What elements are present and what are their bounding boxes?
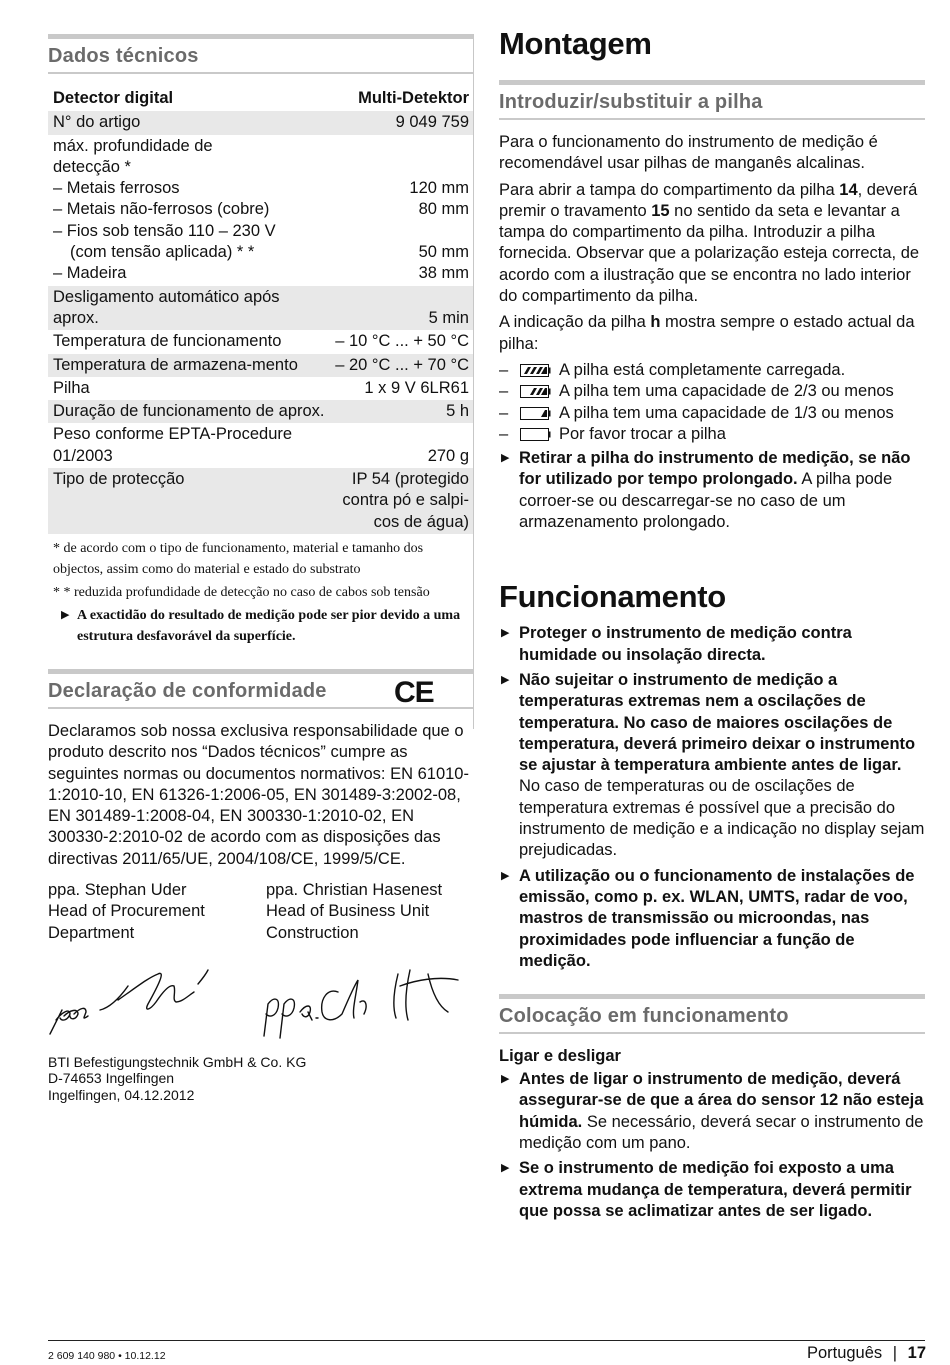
footnote-2: * * reduzida profundidade de detecção no caso de cabos sob tensão: [53, 584, 430, 600]
signer-1: [48, 880, 266, 944]
montagem-warning: [499, 448, 925, 533]
footer-separator: |: [892, 1344, 898, 1362]
warning-text: Se necessário, deverá secar o instrumento de medição com um pano.: [519, 1112, 924, 1152]
arrow-right-icon: ▶: [501, 1162, 510, 1175]
spec-label: Temperatura de armazena-mento: [48, 354, 330, 377]
arrow-right-icon: ▶: [61, 608, 70, 621]
battery-two-thirds-icon: [520, 385, 551, 398]
spec-subvalue: 38 mm: [418, 264, 469, 283]
dados-tecnicos-title: Dados técnicos: [48, 45, 199, 67]
list-dash: –: [499, 382, 509, 401]
spec-value: 270 g: [427, 446, 469, 465]
declaracao-title: Declaração de conformidade: [48, 679, 327, 702]
spec-value-line: cos de água): [373, 512, 469, 531]
arrow-right-icon: ▶: [501, 673, 510, 686]
spec-value: 9 049 759: [330, 111, 473, 134]
spec-row-artigo: [48, 111, 473, 134]
footnote-warning-text: A exactidão do resultado de medição pode ser pior devido a uma estrutura desfavorável da superfície.: [77, 607, 461, 644]
signatures-image: [48, 956, 473, 1048]
arrow-right-icon: ▶: [501, 869, 510, 882]
spec-header-row: [48, 86, 473, 111]
montagem-p2: [499, 180, 925, 308]
spec-label: N° do artigo: [48, 111, 330, 134]
spec-footnotes: [48, 538, 473, 647]
dados-tecnicos-header: [48, 34, 473, 74]
spec-label: Peso conforme EPTA-Procedure 01/2003: [53, 425, 293, 465]
column-divider: [473, 34, 474, 729]
warning-text: A pilha pode corroer-se ou descarregar-se no caso de um armazenamento prolongado.: [519, 470, 893, 532]
right-column: [499, 24, 925, 1226]
spec-value-line: contra pó e salpi-: [342, 491, 469, 510]
company-name: BTI Befestigungstechnik GmbH & Co. KG: [48, 1053, 307, 1070]
spec-sublabel: – Metais ferrosos: [53, 179, 180, 198]
signer-1-title: Head of Procurement: [48, 902, 205, 921]
spec-label: Desligamento automático após aprox.: [48, 286, 330, 331]
spec-row-protec: [48, 468, 473, 534]
left-column: [48, 34, 473, 1103]
warning-bold-text: Se o instrumento de medição foi exposto a uma extrema mudança de temperatura, deverá permitir que possa se aclimatizar antes de ser ligado.: [519, 1159, 912, 1220]
spec-value-line: IP 54 (protegido: [351, 470, 469, 489]
montagem-p1: Para o funcionamento do instrumento de medição é recomendável usar pilhas de manganês alcalinas.: [499, 133, 878, 173]
ref-number: 15: [651, 201, 670, 220]
arrow-right-icon: ▶: [501, 452, 510, 465]
signature-1: [50, 970, 208, 1034]
warning-bold-text: Antes de ligar o instrumento de medição, deverá assegurar-se de que a área do sensor 12 não esteja húmida.: [519, 1070, 924, 1131]
declaracao-text: Declaramos sob nossa exclusiva responsabilidade que o produto descrito nos “Dados técnicos” cumpre as seguintes normas ou documentos normativos: EN 61010-1:2010-10, EN 61326-1:2006-05, EN 301489-3:2002-08, EN 301489-1:2008-04, EN 300330-1:2010-02, EN 300330-2:2010-02 de acordo com as disposições das directivas 2011/65/UE, 2004/108/CE, 1999/5/CE.: [48, 721, 469, 868]
battery-one-third-icon: [520, 407, 551, 420]
list-dash: –: [499, 403, 509, 422]
spec-label: Duração de funcionamento de aprox.: [48, 400, 330, 423]
spec-sublabel: – Fios sob tensão 110 – 230 V (com tensão aplicada) * *: [53, 221, 276, 262]
signer-2-title: Construction: [266, 923, 359, 942]
signer-2-name: ppa. Christian Hasenest: [266, 881, 443, 900]
spec-subvalue: 120 mm: [409, 179, 469, 198]
page-number: 17: [907, 1344, 926, 1362]
funcionamento-warning-3: [499, 866, 925, 972]
battery-status-item: [499, 381, 925, 402]
spec-header-left: Detector digital: [53, 89, 174, 107]
company-date: Ingelfingen, 04.12.2012: [48, 1086, 195, 1103]
spec-value: – 10 °C ... + 50 °C: [335, 332, 469, 351]
battery-status-item: [499, 424, 925, 445]
arrow-right-icon: ▶: [501, 627, 510, 640]
spec-label-text: máx. profundidade de detecção *: [53, 136, 213, 176]
company-address: D-74653 Ingelfingen: [48, 1070, 175, 1087]
spec-value: 5 h: [330, 400, 473, 423]
ref-number: 14: [839, 180, 858, 199]
footer-doc-code: 2 609 140 980 • 10.12.12: [48, 1350, 166, 1362]
text-run: no sentido da seta e levantar a tampa do compartimento da pilha. Introduzir a pilha fornecida. Observar que a polarização esteja correcta, de acordo com a ilustração que se encontra no lado interior do compartimento da pilha.: [499, 201, 920, 306]
spec-value: – 20 °C ... + 70 °C: [330, 354, 473, 377]
signer-1-name: ppa. Stephan Uder: [48, 881, 187, 900]
funcionamento-title: Funcionamento: [499, 579, 726, 615]
battery-empty-icon: [520, 428, 551, 441]
funcionamento-warning-2: [499, 670, 925, 862]
colocacao-warning-2: [499, 1158, 925, 1222]
pilha-title: Introduzir/substituir a pilha: [499, 91, 763, 113]
spec-value: [330, 135, 473, 286]
colocacao-warning-1: [499, 1069, 925, 1154]
signer-1-title: Department: [48, 923, 135, 942]
spec-row-duracao: [48, 400, 473, 423]
text-run: , deverá premir o travamento: [499, 180, 918, 220]
battery-status-list: [499, 360, 925, 445]
warning-bold-text: Retirar a pilha do instrumento de medição, se não for utilizado por tempo prolongado.: [519, 449, 911, 489]
ref-letter: h: [650, 313, 661, 332]
spec-row-pilha: [48, 377, 473, 400]
spec-value: [330, 468, 473, 534]
battery-status-text: A pilha está completamente carregada.: [559, 360, 846, 379]
signer-2-title: Head of Business Unit: [266, 902, 430, 921]
signature-2: [264, 970, 458, 1038]
spec-row-temp-func: [48, 330, 473, 353]
list-dash: –: [499, 360, 509, 379]
spec-subvalue: 80 mm: [418, 200, 469, 219]
spec-row-desligamento: [48, 286, 473, 331]
colocacao-header: [499, 994, 925, 1034]
footnote-1: * de acordo com o tipo de funcionamento, material e tamanho dos objectos, assim como do material e estado do substrato: [53, 540, 424, 577]
declaracao-header: [48, 669, 473, 709]
spec-label: Tipo de protecção: [48, 468, 330, 534]
battery-full-icon: [520, 364, 551, 377]
battery-status-item: [499, 360, 925, 381]
signer-names: [48, 880, 473, 944]
footer-rule: [48, 1340, 925, 1341]
ligar-desligar-subtitle: Ligar e desligar: [499, 1047, 621, 1066]
montagem-p3: [499, 312, 925, 355]
battery-status-item: [499, 403, 925, 424]
warning-bold-text: A utilização ou o funcionamento de instalações de emissão, como p. ex. WLAN, UMTS, radar de voo, mastros de transmissão ou microondas, nas proximidades pode influenciar a função de medição.: [519, 866, 915, 970]
footer-language: Português: [806, 1344, 883, 1362]
pilha-header: [499, 80, 925, 120]
funcionamento-warning-1: [499, 623, 925, 666]
text-run: A indicação da pilha: [499, 313, 651, 332]
battery-status-text: A pilha tem uma capacidade de 1/3 ou menos: [559, 403, 894, 422]
spec-value: 1 x 9 V 6LR61: [364, 378, 469, 397]
spec-label: [48, 135, 330, 286]
spec-label: Temperatura de funcionamento: [53, 332, 282, 351]
footer-page-info: [807, 1344, 926, 1363]
warning-bold-text: Não sujeitar o instrumento de medição a temperaturas extremas nem a oscilações de temperatura. No caso de maiores oscilações de temperatura, deverá primeiro deixar o instrumento se ajustar à temperatura ambiente antes de ligar.: [519, 670, 916, 775]
arrow-right-icon: ▶: [501, 1073, 510, 1086]
spec-value: 5 min: [330, 286, 473, 331]
text-run: Para abrir a tampa do compartimento da pilha: [499, 180, 840, 199]
battery-status-text: A pilha tem uma capacidade de 2/3 ou menos: [559, 382, 894, 401]
text-run: mostra sempre o estado actual da pilha:: [499, 313, 915, 353]
spec-sublabel: – Madeira: [53, 264, 127, 283]
list-dash: –: [499, 424, 509, 443]
spec-subvalue: 50 mm: [418, 243, 469, 262]
spec-header-right: Multi-Detektor: [358, 89, 469, 107]
battery-status-text: Por favor trocar a pilha: [559, 424, 726, 443]
signer-2: [266, 880, 442, 944]
spec-row-temp-arm: [48, 354, 473, 377]
company-info: [48, 1054, 473, 1104]
spec-sublabel: – Metais não-ferrosos (cobre): [53, 200, 270, 219]
spec-row-profundidade: [48, 135, 473, 286]
spec-table: [48, 86, 473, 534]
colocacao-title: Colocação em funcionamento: [499, 1005, 789, 1028]
montagem-title: Montagem: [499, 26, 652, 61]
spec-label: Pilha: [53, 378, 90, 397]
warning-bold-text: Proteger o instrumento de medição contra humidade ou insolação directa.: [519, 624, 852, 664]
warning-text: No caso de temperaturas ou de oscilações de temperatura extremas é possível que a precisão do instrumento de medição e a indicação no display sejam prejudicadas.: [519, 777, 925, 860]
ce-mark-icon: CE: [394, 675, 434, 709]
spec-row-peso: [48, 423, 473, 468]
footnote-warning: [53, 605, 473, 647]
